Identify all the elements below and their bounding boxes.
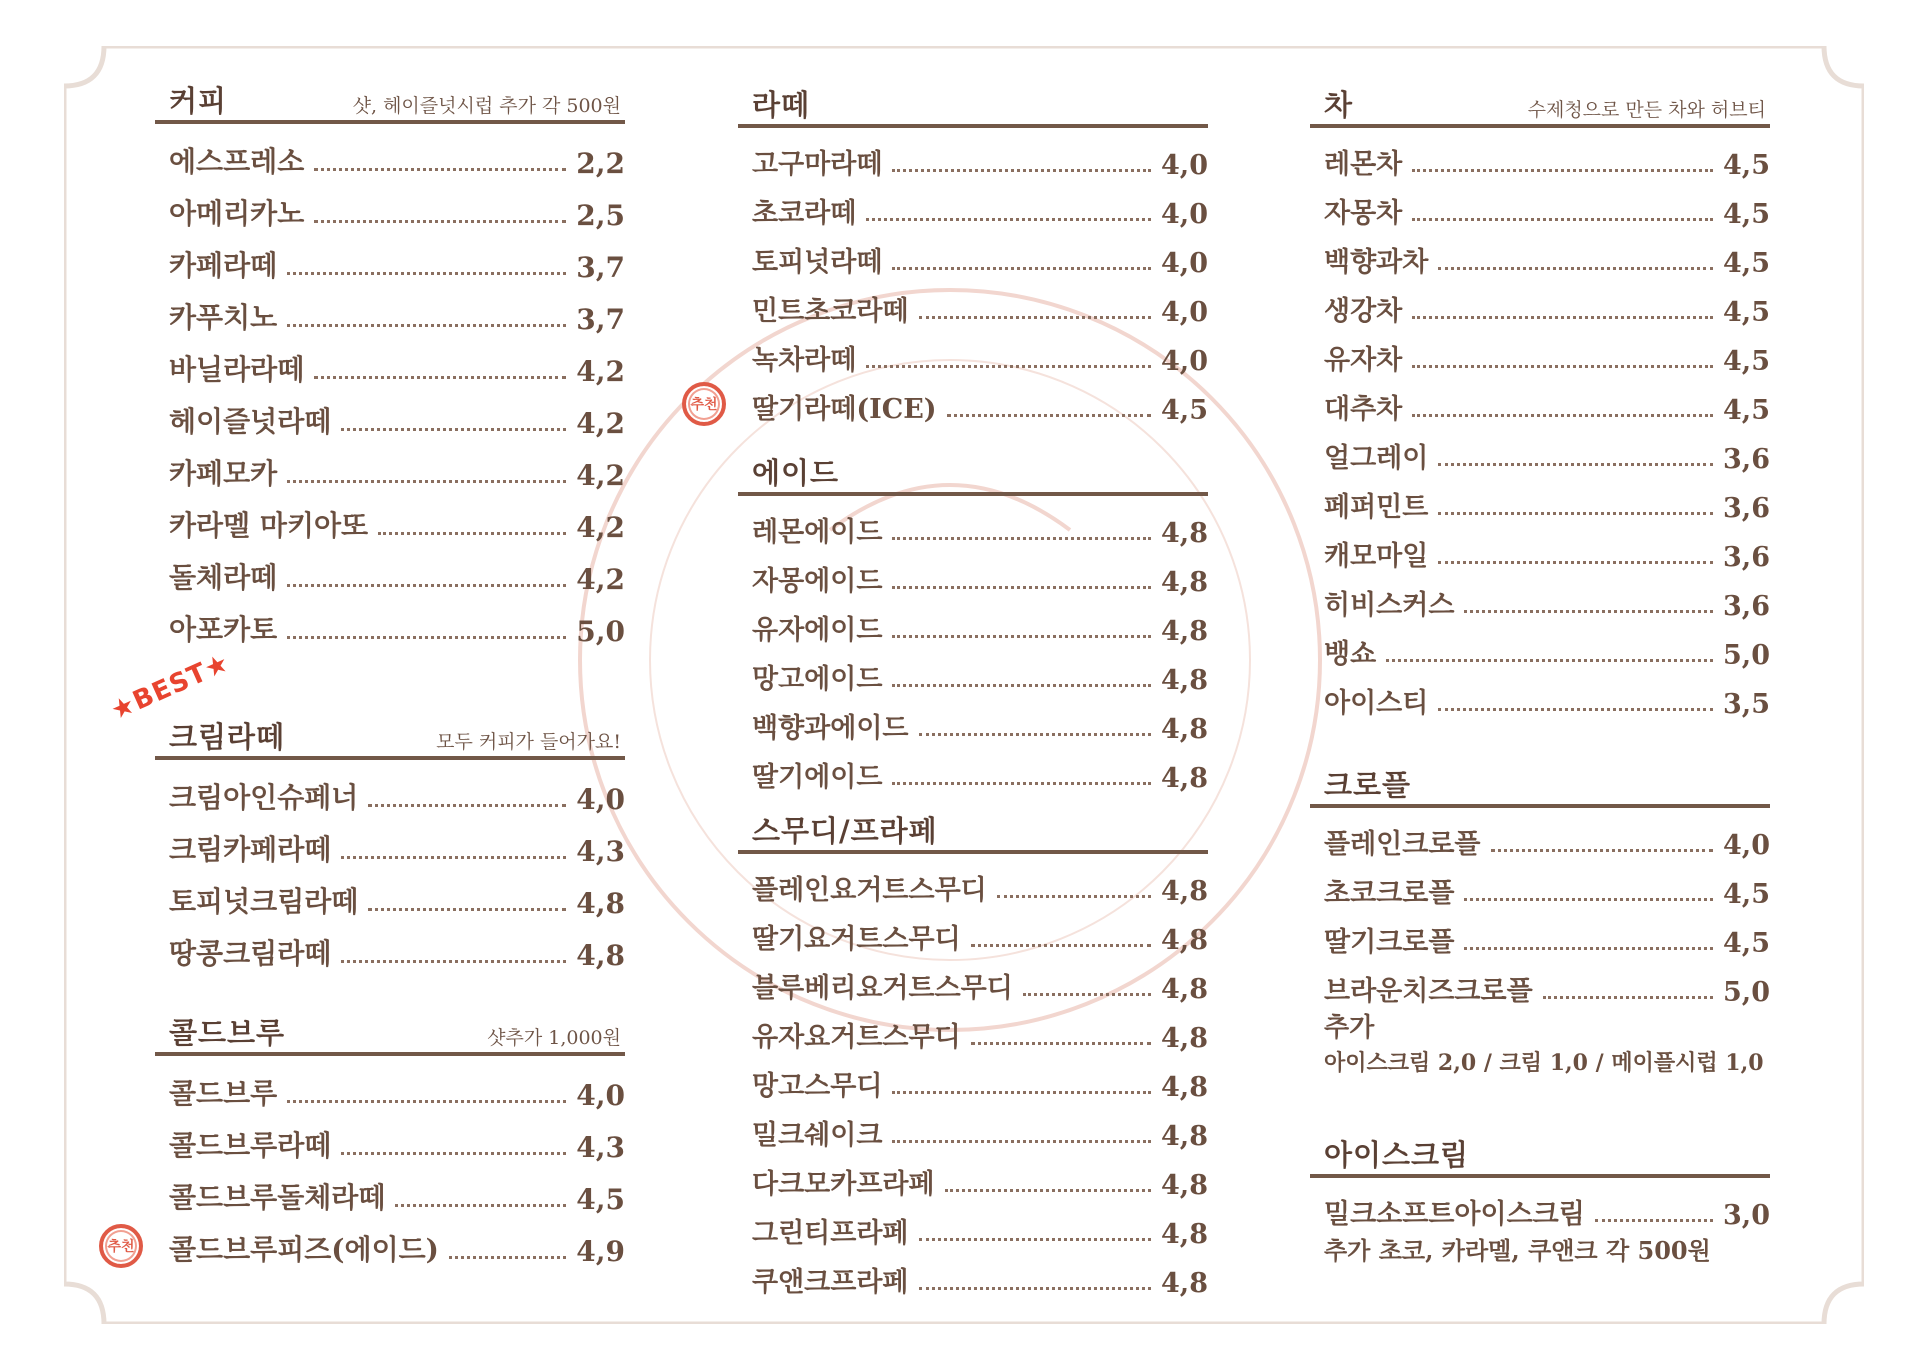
menu-item-name: 바닐라라떼 — [169, 353, 305, 386]
menu-item-price: 5,0 — [1723, 640, 1770, 671]
menu-item — [155, 392, 625, 444]
menu-item — [155, 1064, 625, 1116]
section-header — [1310, 760, 1770, 808]
section-header — [738, 80, 1208, 128]
section-ade — [738, 448, 1208, 798]
menu-item — [155, 924, 625, 976]
menu-item-price: 4,8 — [1161, 974, 1208, 1005]
menu-item-price: 4,8 — [1161, 714, 1208, 745]
dot-leader — [892, 537, 1151, 540]
menu-item-name: 얼그레이 — [1324, 443, 1429, 474]
menu-item-price: 4,5 — [1723, 346, 1770, 377]
menu-item-name: 캐모마일 — [1324, 541, 1429, 572]
dot-leader — [314, 220, 566, 223]
menu-item — [738, 283, 1208, 332]
menu-item-price: 4,8 — [1161, 1023, 1208, 1054]
dot-leader — [378, 532, 566, 535]
menu-item — [738, 1156, 1208, 1205]
menu-item-name: 콜드브루라떼 — [169, 1129, 332, 1162]
best-label: ★BEST★ — [106, 647, 235, 727]
menu-item-name: 초코크로플 — [1324, 878, 1455, 909]
dot-leader — [1438, 708, 1713, 711]
menu-item-price: 3,5 — [1723, 689, 1770, 720]
menu-item-name: 레몬에이드 — [752, 517, 883, 548]
menu-item-name: 망고에이드 — [752, 664, 883, 695]
dot-leader — [919, 1287, 1152, 1290]
section-title: 라떼 — [752, 88, 811, 123]
menu-item — [738, 504, 1208, 553]
dot-leader — [341, 428, 566, 431]
section-icecream — [1310, 1130, 1770, 1266]
menu-item-price: 4,8 — [1161, 1170, 1208, 1201]
menu-item-name: 블루베리요거트스무디 — [752, 973, 1013, 1004]
menu-item-name: 자몽에이드 — [752, 566, 883, 597]
section-title: 콜드브루 — [169, 1016, 286, 1051]
dot-leader — [1438, 463, 1713, 466]
menu-item — [738, 651, 1208, 700]
menu-item — [1310, 479, 1770, 528]
menu-item — [1310, 528, 1770, 577]
dot-leader — [287, 272, 566, 275]
menu-item — [1310, 1186, 1770, 1235]
dot-leader — [314, 376, 566, 379]
menu-item — [155, 872, 625, 924]
menu-item-price: 4,0 — [1161, 346, 1208, 377]
menu-item-name: 토피넛라떼 — [752, 247, 883, 278]
menu-item-price: 5,0 — [576, 615, 625, 648]
dot-leader — [866, 365, 1151, 368]
menu-item — [1310, 914, 1770, 963]
menu-item-name: 브라운치즈크로플 — [1324, 976, 1533, 1007]
menu-item-price: 4,0 — [1723, 830, 1770, 861]
menu-item-name: 생강차 — [1324, 296, 1403, 327]
menu-item-price: 4,8 — [1161, 567, 1208, 598]
menu-item-price: 4,2 — [576, 511, 625, 544]
menu-item-name: 딸기라떼(ICE) — [752, 394, 937, 425]
menu-item-name: 백향과에이드 — [752, 713, 909, 744]
dot-leader — [997, 895, 1151, 898]
menu-item — [155, 820, 625, 872]
menu-item — [155, 1116, 625, 1168]
dot-leader — [945, 1189, 1151, 1192]
menu-item — [738, 332, 1208, 381]
menu-item — [155, 340, 625, 392]
menu-item-price: 4,8 — [1161, 1268, 1208, 1299]
menu-item — [155, 1168, 625, 1220]
menu-item-price: 4,8 — [1161, 616, 1208, 647]
menu-item — [155, 184, 625, 236]
section-title: 차 — [1324, 88, 1354, 123]
menu-item-price: 4,0 — [576, 783, 625, 816]
menu-item-name: 백향과차 — [1324, 247, 1429, 278]
menu-item — [738, 911, 1208, 960]
menu-item-name: 아포카토 — [169, 613, 278, 646]
dot-leader — [368, 804, 566, 807]
menu-item-price: 3,0 — [1723, 1200, 1770, 1231]
menu-item-name: 딸기크로플 — [1324, 927, 1455, 958]
menu-item-name: 자몽차 — [1324, 198, 1403, 229]
dot-leader — [1386, 659, 1713, 662]
menu-item — [1310, 430, 1770, 479]
menu-item-price: 4,2 — [576, 563, 625, 596]
menu-item-name: 크림아인슈페너 — [169, 781, 359, 814]
menu-item — [738, 234, 1208, 283]
section-title: 스무디/프라페 — [752, 814, 938, 849]
item-list — [738, 496, 1208, 798]
dot-leader — [287, 480, 566, 483]
menu-item-price: 3,6 — [1723, 493, 1770, 524]
menu-item-price: 4,0 — [1161, 297, 1208, 328]
section-title: 에이드 — [752, 456, 840, 491]
dot-leader — [287, 1100, 566, 1103]
section-cream-latte — [106, 647, 625, 976]
menu-item — [738, 862, 1208, 911]
menu-item-name: 토피넛크림라떼 — [169, 885, 359, 918]
menu-item-price: 4,0 — [1161, 199, 1208, 230]
dot-leader — [919, 316, 1152, 319]
menu-item-price: 4,8 — [576, 939, 625, 972]
dot-leader — [892, 267, 1151, 270]
item-list — [1310, 1178, 1770, 1235]
menu-item-name: 콜드브루돌체라떼 — [169, 1181, 386, 1214]
menu-item-price: 3,6 — [1723, 444, 1770, 475]
menu-item — [1310, 283, 1770, 332]
menu-item-price: 4,3 — [576, 835, 625, 868]
dot-leader — [1491, 849, 1714, 852]
menu-item-price: 3,7 — [576, 251, 625, 284]
menu-item — [738, 602, 1208, 651]
menu-item — [1310, 577, 1770, 626]
dot-leader — [919, 1238, 1152, 1241]
menu-item — [1310, 963, 1770, 1012]
dot-leader — [971, 1042, 1151, 1045]
menu-item — [738, 1009, 1208, 1058]
recommend-stamp-icon: 추천 — [682, 382, 726, 426]
menu-item-price: 4,5 — [1723, 297, 1770, 328]
menu-item-name: 플레인요거트스무디 — [752, 875, 987, 906]
dot-leader — [892, 586, 1151, 589]
dot-leader — [1412, 218, 1713, 221]
menu-item-name: 플레인크로플 — [1324, 829, 1481, 860]
menu-item — [1310, 136, 1770, 185]
menu-item — [155, 548, 625, 600]
menu-item-name: 땅콩크림라떼 — [169, 937, 332, 970]
menu-item — [738, 960, 1208, 1009]
dot-leader — [449, 1256, 566, 1259]
item-list — [155, 124, 625, 652]
menu-item-price: 2,5 — [576, 199, 625, 232]
menu-item — [155, 496, 625, 548]
menu-item-price: 4,8 — [1161, 665, 1208, 696]
menu-item-price: 4,8 — [1161, 1072, 1208, 1103]
menu-item-price: 4,0 — [1161, 150, 1208, 181]
section-smoothie — [738, 806, 1208, 1303]
menu-item — [155, 132, 625, 184]
menu-item — [690, 381, 1208, 430]
menu-item-name: 딸기에이드 — [752, 762, 883, 793]
dot-leader — [395, 1204, 566, 1207]
dot-leader — [1464, 898, 1713, 901]
section-note: 수제청으로 만든 차와 허브티 — [1527, 99, 1766, 122]
menu-item-name: 헤이즐넛라떼 — [169, 405, 332, 438]
item-list — [1310, 808, 1770, 1012]
dot-leader — [1412, 414, 1713, 417]
section-croffle — [1310, 760, 1770, 1077]
menu-item-name: 유자차 — [1324, 345, 1403, 376]
item-list — [107, 1056, 625, 1272]
menu-item-price: 4,5 — [1723, 150, 1770, 181]
dot-leader — [1438, 512, 1713, 515]
dot-leader — [947, 414, 1151, 417]
dot-leader — [287, 636, 566, 639]
item-list — [690, 128, 1208, 430]
menu-item-price: 4,2 — [576, 355, 625, 388]
menu-item-price: 4,3 — [576, 1131, 625, 1164]
section-header — [155, 1008, 625, 1056]
menu-item-name: 밀크소프트아이스크림 — [1324, 1199, 1585, 1230]
menu-item-name: 카푸치노 — [169, 301, 278, 334]
menu-item-name: 카페라떼 — [169, 249, 278, 282]
menu-item-name: 딸기요거트스무디 — [752, 924, 961, 955]
dot-leader — [892, 782, 1151, 785]
dot-leader — [892, 635, 1151, 638]
dot-leader — [341, 960, 566, 963]
section-title: 커피 — [169, 84, 228, 119]
section-header — [1310, 80, 1770, 128]
menu-item-name: 히비스커스 — [1324, 590, 1455, 621]
croffle-extra-text: 아이스크림 2,0 / 크림 1,0 / 메이플시럽 1,0 — [1324, 1049, 1764, 1076]
dot-leader — [971, 944, 1151, 947]
dot-leader — [314, 168, 566, 171]
menu-item-name: 다크모카프라페 — [752, 1169, 935, 1200]
menu-item-price: 4,8 — [1161, 876, 1208, 907]
menu-item-price: 4,5 — [1723, 879, 1770, 910]
dot-leader — [1543, 996, 1713, 999]
dot-leader — [892, 684, 1151, 687]
section-title: 크림라떼 — [169, 720, 286, 755]
menu-item-name: 밀크쉐이크 — [752, 1120, 883, 1151]
menu-item-name: 아이스티 — [1324, 688, 1429, 719]
menu-item — [738, 1205, 1208, 1254]
menu-item-name: 유자에이드 — [752, 615, 883, 646]
menu-item — [738, 1058, 1208, 1107]
dot-leader — [1412, 365, 1713, 368]
dot-leader — [341, 856, 566, 859]
menu-item-name: 그린티프라페 — [752, 1218, 909, 1249]
menu-item-name: 돌체라떼 — [169, 561, 278, 594]
menu-item-price: 4,8 — [1161, 763, 1208, 794]
menu-item-price: 4,2 — [576, 407, 625, 440]
menu-item-price: 4,0 — [576, 1079, 625, 1112]
section-title: 아이스크림 — [1324, 1138, 1470, 1173]
menu-item-name: 민트초코라떼 — [752, 296, 909, 327]
section-cold-brew — [107, 1008, 625, 1272]
section-note: 모두 커피가 들어가요! — [436, 731, 621, 754]
menu-item — [1310, 185, 1770, 234]
menu-item-price: 4,5 — [1723, 395, 1770, 426]
dot-leader — [341, 1152, 566, 1155]
section-header — [738, 806, 1208, 854]
dot-leader — [1464, 610, 1713, 613]
dot-leader — [892, 169, 1151, 172]
menu-item-name: 고구마라떼 — [752, 149, 883, 180]
dot-leader — [892, 1091, 1151, 1094]
menu-item — [738, 185, 1208, 234]
menu-item — [155, 288, 625, 340]
menu-item — [107, 1220, 625, 1272]
menu-item-name: 페퍼민트 — [1324, 492, 1429, 523]
section-tea — [1310, 80, 1770, 724]
menu-item — [738, 1254, 1208, 1303]
section-coffee — [155, 76, 625, 652]
menu-item-price: 3,7 — [576, 303, 625, 336]
menu-item-name: 유자요거트스무디 — [752, 1022, 961, 1053]
menu-item-name: 아메리카노 — [169, 197, 305, 230]
item-list — [738, 854, 1208, 1303]
menu-item — [1310, 675, 1770, 724]
icecream-extra-text: 추가 초코, 카라멜, 쿠앤크 각 500원 — [1324, 1236, 1711, 1265]
dot-leader — [368, 908, 566, 911]
menu-item-name: 콜드브루 — [169, 1077, 278, 1110]
menu-item-price: 4,5 — [1723, 199, 1770, 230]
item-list — [155, 760, 625, 976]
menu-item-price: 4,8 — [1161, 925, 1208, 956]
menu-item-name: 레몬차 — [1324, 149, 1403, 180]
dot-leader — [1412, 169, 1713, 172]
dot-leader — [1438, 267, 1713, 270]
menu-item — [1310, 816, 1770, 865]
menu-item-price: 4,5 — [576, 1183, 625, 1216]
menu-item-price: 4,5 — [1723, 248, 1770, 279]
menu-item-price: 4,8 — [1161, 1121, 1208, 1152]
menu-item — [155, 600, 625, 652]
menu-item-price: 4,2 — [576, 459, 625, 492]
dot-leader — [1595, 1219, 1713, 1222]
menu-item — [155, 768, 625, 820]
dot-leader — [892, 1140, 1151, 1143]
dot-leader — [1464, 947, 1713, 950]
menu-item-name: 콜드브루피즈(에이드) — [169, 1233, 439, 1266]
menu-item — [1310, 234, 1770, 283]
section-note: 샷, 헤이즐넛시럽 추가 각 500원 — [352, 95, 621, 118]
menu-item-name: 망고스무디 — [752, 1071, 883, 1102]
dot-leader — [287, 584, 566, 587]
section-title: 크로플 — [1324, 768, 1412, 803]
menu-item-price: 4,8 — [1161, 518, 1208, 549]
section-header — [155, 76, 625, 124]
menu-item — [738, 749, 1208, 798]
menu-item-price: 3,6 — [1723, 542, 1770, 573]
section-latte — [690, 80, 1208, 430]
menu-item-name: 초코라떼 — [752, 198, 857, 229]
section-header — [1310, 1130, 1770, 1178]
dot-leader — [287, 324, 566, 327]
menu-item — [155, 236, 625, 288]
menu-item — [738, 1107, 1208, 1156]
menu-item-name: 에스프레소 — [169, 145, 305, 178]
menu-item-name: 쿠앤크프라페 — [752, 1267, 909, 1298]
dot-leader — [1023, 993, 1151, 996]
menu-item-price: 4,0 — [1161, 248, 1208, 279]
section-note: 샷추가 1,000원 — [487, 1027, 621, 1050]
menu-item-name: 뱅쇼 — [1324, 639, 1377, 670]
menu-item-name: 카페모카 — [169, 457, 278, 490]
croffle-extra-label: 추가 — [1324, 1013, 1375, 1043]
menu-item — [155, 444, 625, 496]
dot-leader — [866, 218, 1151, 221]
dot-leader — [919, 733, 1152, 736]
menu-item — [1310, 332, 1770, 381]
section-header — [155, 712, 625, 760]
menu-item-price: 2,2 — [576, 147, 625, 180]
menu-item — [738, 553, 1208, 602]
menu-item-name: 카라멜 마키아또 — [169, 509, 369, 542]
menu-item-name: 크림카페라떼 — [169, 833, 332, 866]
item-list — [1310, 128, 1770, 724]
dot-leader — [1438, 561, 1713, 564]
menu-item — [1310, 865, 1770, 914]
dot-leader — [1412, 316, 1713, 319]
menu-item — [738, 700, 1208, 749]
menu-item-price: 5,0 — [1723, 977, 1770, 1008]
menu-item — [1310, 626, 1770, 675]
menu-item-name: 대추차 — [1324, 394, 1403, 425]
menu-item-price: 4,9 — [576, 1235, 625, 1268]
menu-item — [738, 136, 1208, 185]
recommend-stamp-icon: 추천 — [99, 1224, 143, 1268]
menu-item — [1310, 381, 1770, 430]
menu-item-price: 4,5 — [1161, 395, 1208, 426]
menu-item-price: 4,8 — [1161, 1219, 1208, 1250]
menu-item-name: 녹차라떼 — [752, 345, 857, 376]
menu-item-price: 4,8 — [576, 887, 625, 920]
section-header — [738, 448, 1208, 496]
menu-item-price: 4,5 — [1723, 928, 1770, 959]
menu-item-price: 3,6 — [1723, 591, 1770, 622]
